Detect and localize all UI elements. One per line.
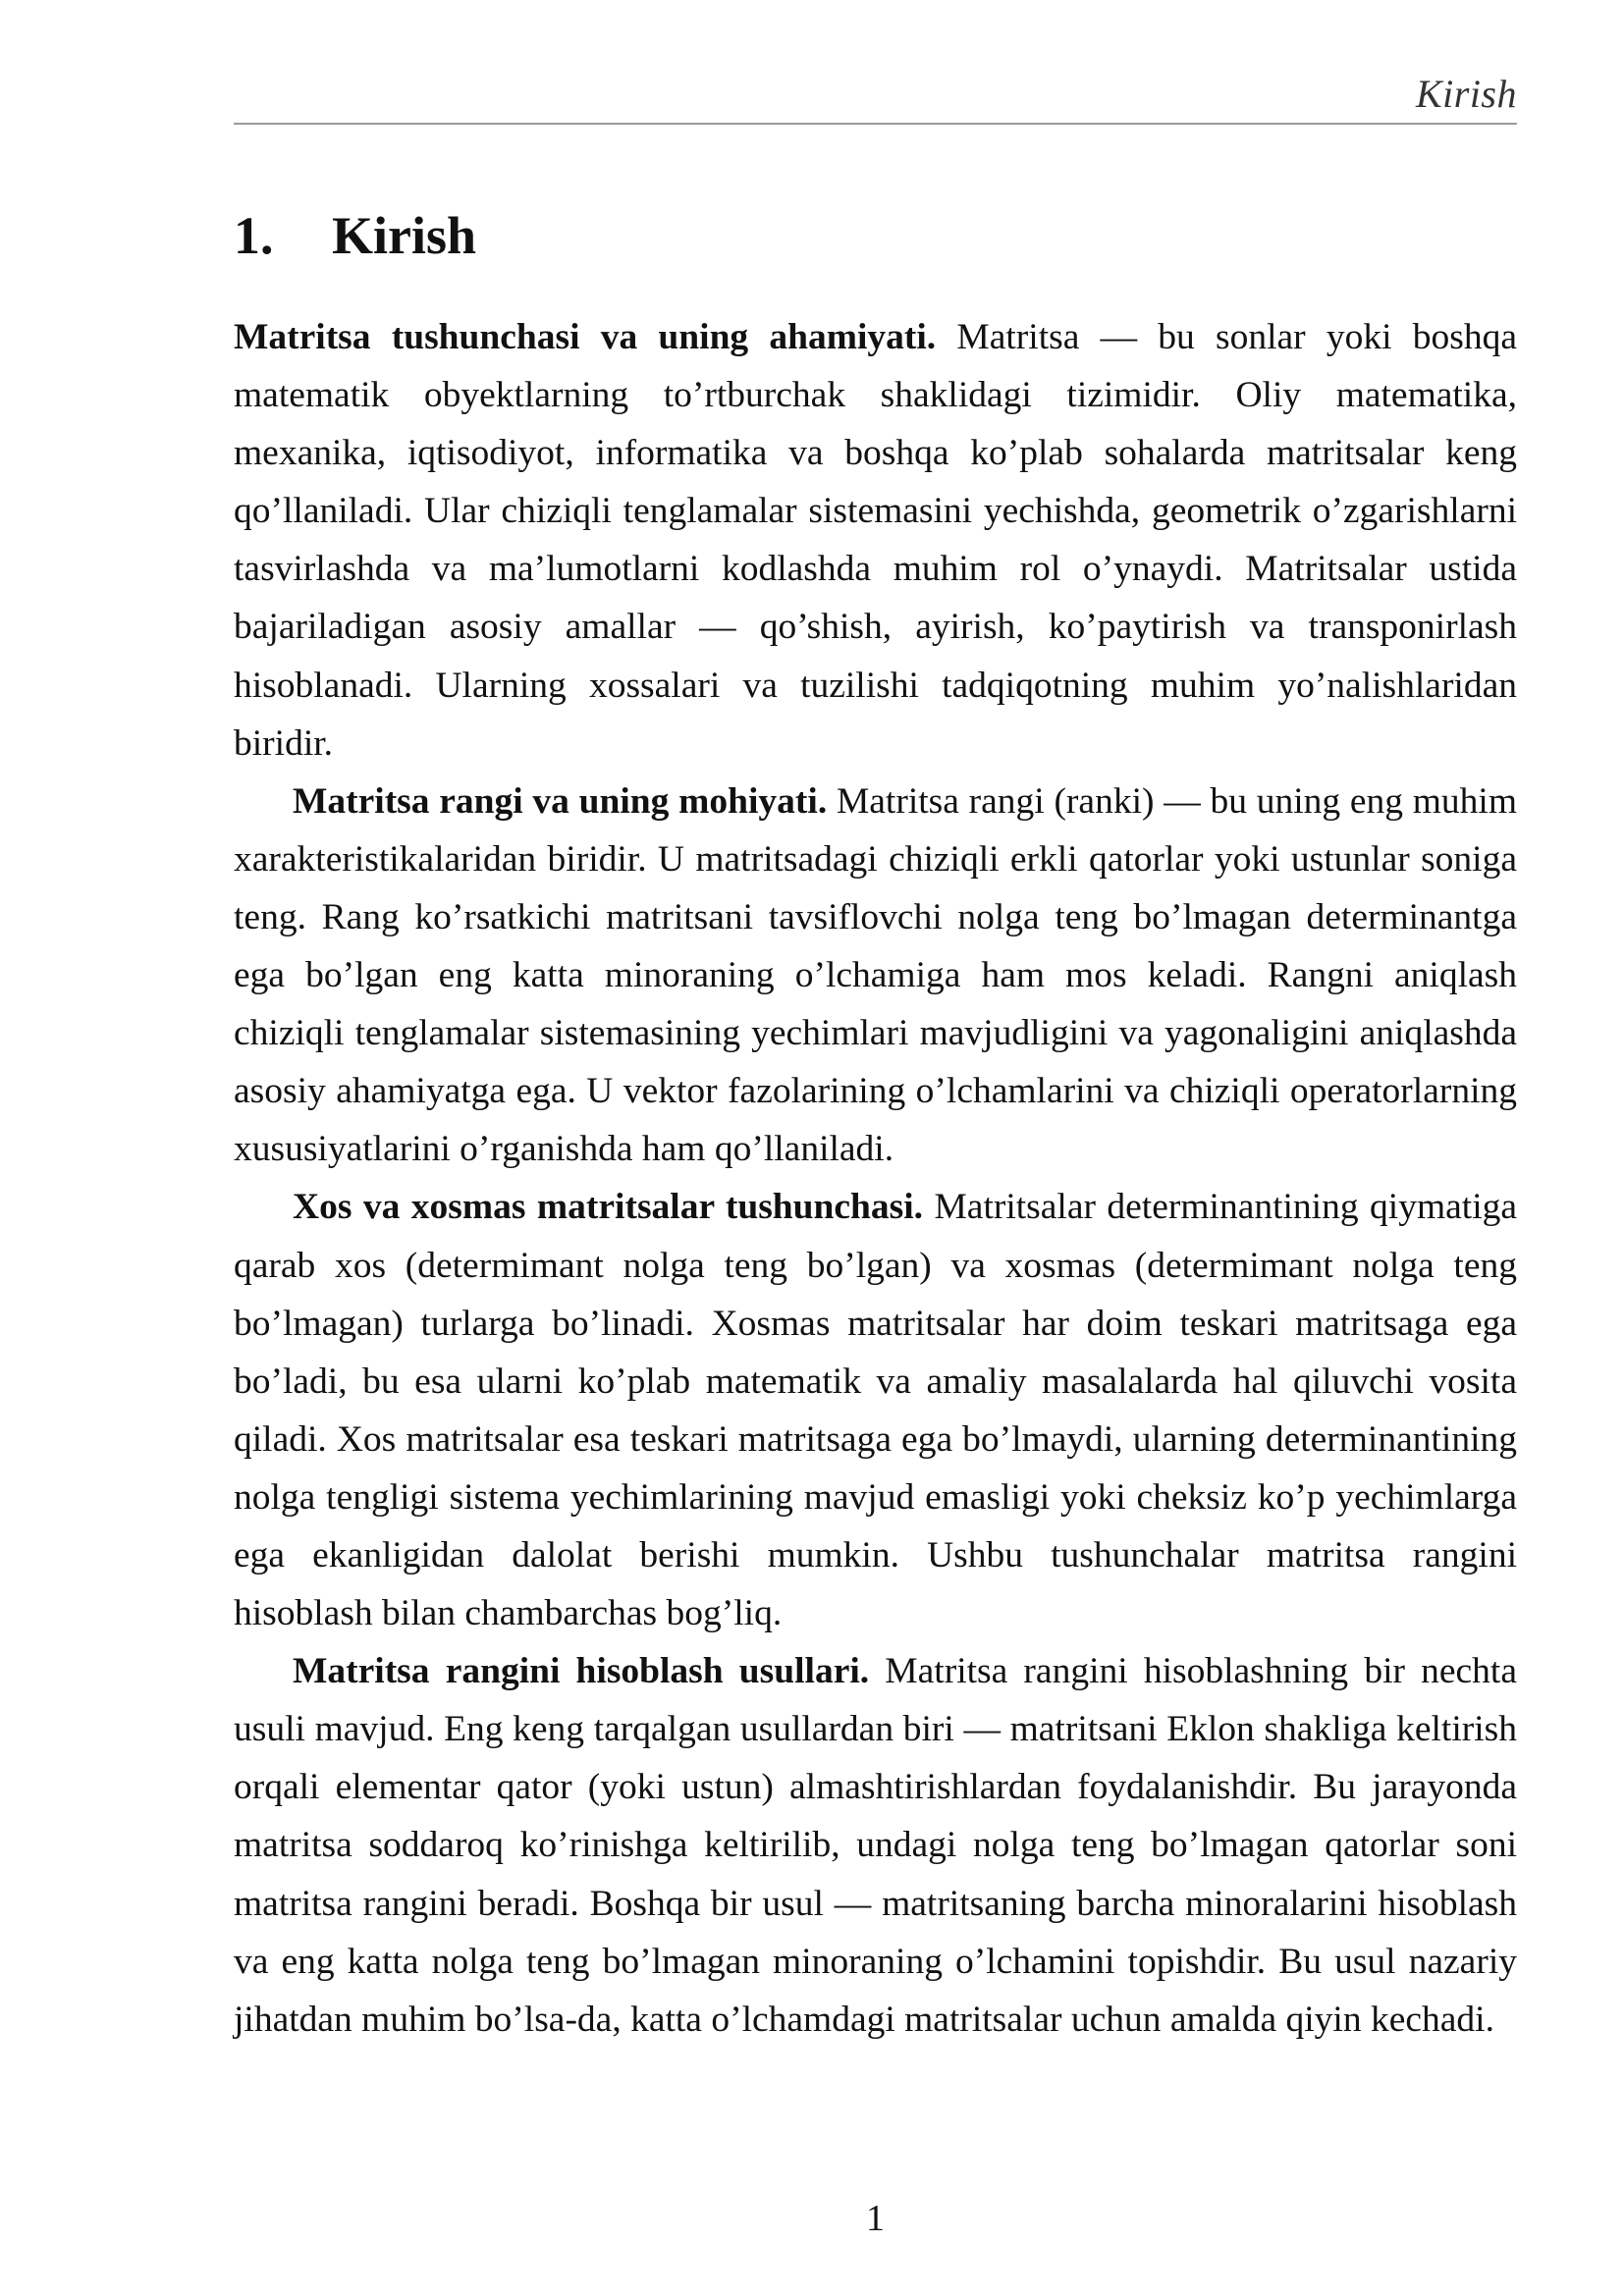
paragraph-lead: Matritsa rangi va uning mohiyati.: [293, 780, 828, 822]
paragraph-matrix-concept: [234, 308, 1517, 773]
paragraph-text: Matritsa rangini hisoblashning bir nechta usuli mavjud. Eng keng tarqalgan usullardan biri — matritsani Eklon shakliga keltirish orqali elementar qator (yoki ustun) almashtirishlardan foydalanishdir. Bu jarayonda matritsa soddaroq ko’rinishga keltirilib, undagi nolga teng bo’lmagan qatorlar soni matritsa rangini beradi. Boshqa bir usul — matritsaning barcha minoralarini hisoblash va eng katta nolga teng bo’lmagan minoraning o’lchamini topishdir. Bu usul nazariy jihatdan muhim bo’lsa-da, katta o’lchamdagi matritsalar uchun amalda qiyin kechadi.: [234, 1651, 1517, 2040]
page-number: 1: [866, 2198, 885, 2239]
section-title: Kirish: [332, 206, 477, 265]
paragraph-text: Matritsa — bu sonlar yoki boshqa matematik obyektlarning to’rtburchak shaklidagi tizimidir. Oliy matematika, mexanika, iqtisodiyot, informatika va boshqa ko’plab sohalarda matritsalar keng qo’llaniladi. Ular chiziqli tenglamalar sistemasini yechishda, geometrik o’zgarishlarni tasvirlashda va ma’lumotlarni kodlashda muhim rol o’ynaydi. Matritsalar ustida bajariladigan asosiy amallar — qo’shish, ayirish, ko’paytirish va transponirlash hisoblanadi. Ularning xossalari va tuzilishi tadqiqotning muhim yo’nalishlaridan biridir.: [234, 317, 1517, 764]
header-rule: [234, 123, 1517, 125]
paragraph-lead: Xos va xosmas matritsalar tushunchasi.: [293, 1187, 924, 1228]
paragraph-rank-methods: [234, 1642, 1517, 2049]
paragraph-matrix-rank: [234, 773, 1517, 1179]
document-page: [234, 0, 1517, 2296]
paragraph-lead: Matritsa tushunchasi va uning ahamiyati.: [234, 317, 937, 357]
body-text: [234, 308, 1517, 2049]
section-heading: [234, 201, 476, 270]
paragraph-lead: Matritsa rangini hisoblash usullari.: [293, 1651, 870, 1692]
section-number: 1.: [234, 206, 274, 265]
paragraph-singular-matrices: [234, 1178, 1517, 1642]
running-header: Kirish: [1415, 72, 1517, 116]
paragraph-text: Matritsa rangi (ranki) — bu uning eng muhim xarakteristikalaridan biridir. U matritsadagi chiziqli erkli qatorlar yoki ustunlar soniga teng. Rang ko’rsatkichi matritsani tavsiflovchi nolga teng bo’lmagan determinantga ega bo’lgan eng katta minoraning o’lchamiga ham mos keladi. Rangni aniqlash chiziqli tenglamalar sistemasining yechimlari mavjudligini va yagonaligini aniqlashda asosiy ahamiyatga ega. U vektor fazolarining o’lchamlarini va chiziqli operatorlarning xususiyatlarini o’rganishda ham qo’llaniladi.: [234, 780, 1517, 1170]
paragraph-text: Matritsalar determinantining qiymatiga qarab xos (determimant nolga teng bo’lgan) va xosmas (determimant nolga teng bo’lmagan) turlarga bo’linadi. Xosmas matritsalar har doim teskari matritsaga ega bo’ladi, bu esa ularni ko’plab matematik va amaliy masalalarda hal qiluvchi vosita qiladi. Xos matritsalar esa teskari matritsaga ega bo’lmaydi, ularning determinantining nolga tengligi sistema yechimlarining mavjud emasligi yoki cheksiz ko’p yechimlarga ega ekanligidan dalolat berishi mumkin. Ushbu tushunchalar matritsa rangini hisoblash bilan chambarchas bog’liq.: [234, 1187, 1518, 1634]
